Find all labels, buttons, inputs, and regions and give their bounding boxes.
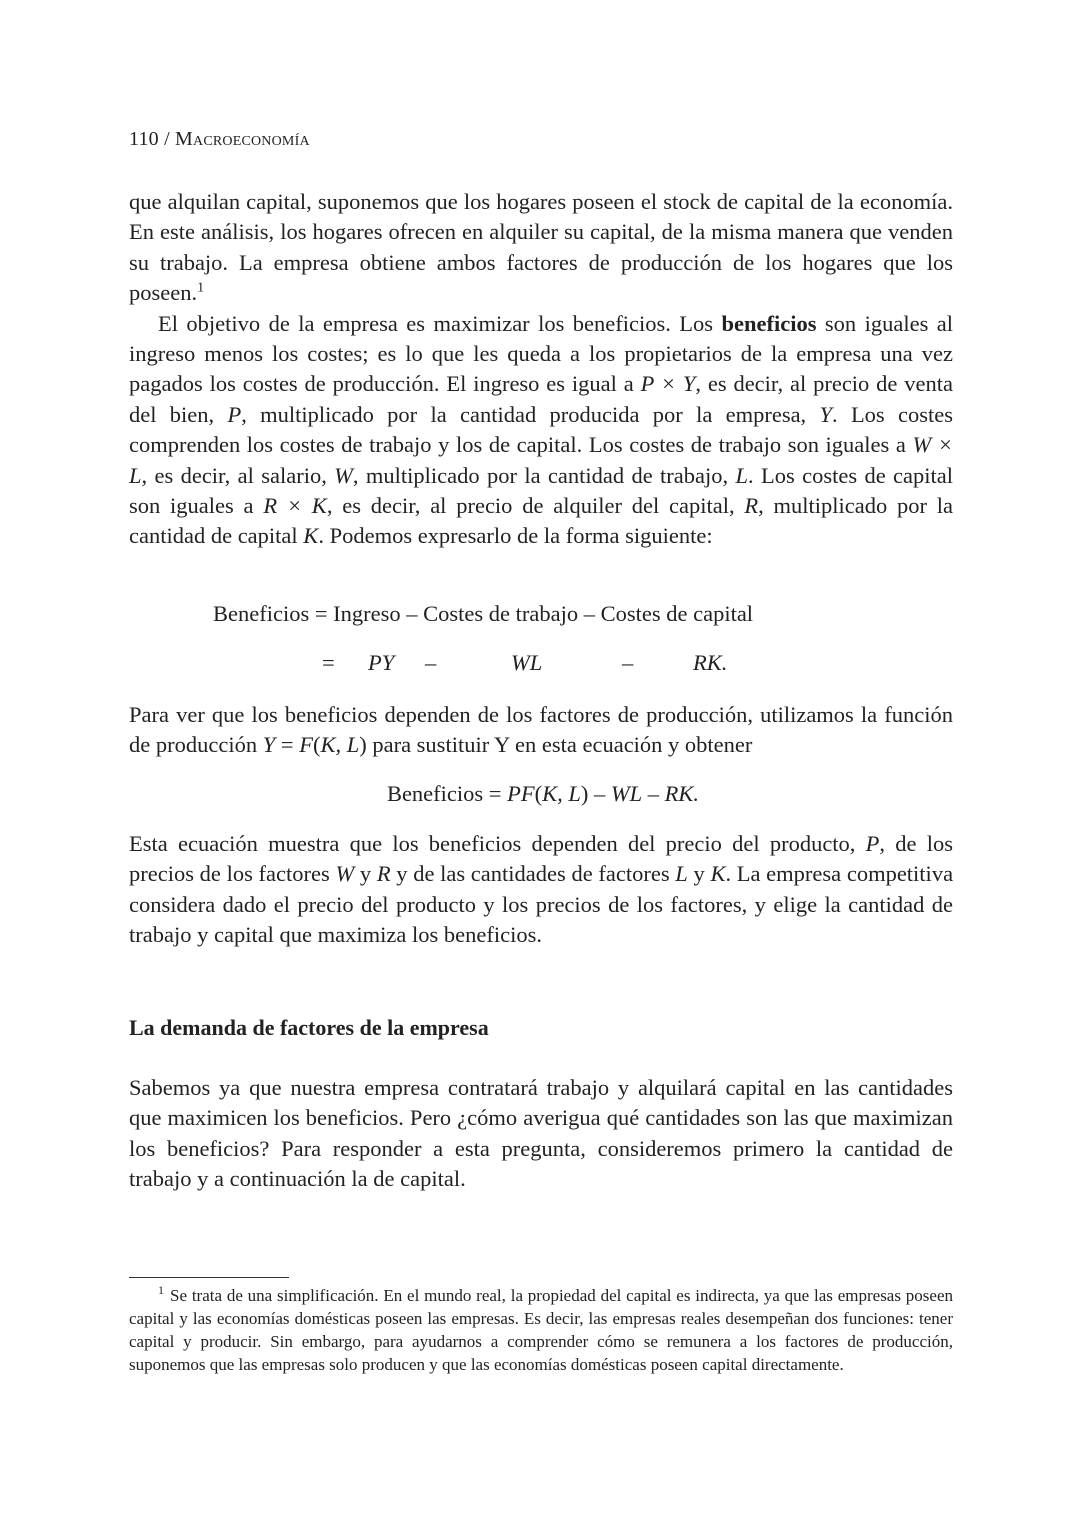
paragraph-1 (129, 187, 953, 309)
eq-rk: RK. (693, 650, 728, 675)
paragraph-1-text: que alquilan capital, suponemos que los hogares poseen el stock de capital de la economía. En este análisis, los hogares ofrecen en alquiler su capital, de la misma manera que venden su trabajo. La empresa obtiene ambos factores de producción de los hogares que los poseen. (129, 189, 953, 306)
paragraph-2: El objetivo de la empresa es maximizar los beneficios. Los beneficios son iguales al ingreso menos los costes; es lo que les queda a los propietarios de la empresa una vez pagados los costes de producción. El ingreso es igual a P × Y, es decir, al precio de venta del bien, P, multiplicado por la cantidad producida por la empresa, Y. Los costes comprenden los costes de trabajo y los de capital. Los costes de trabajo son iguales a W × L, es decir, al salario, W, multiplicado por la cantidad de trabajo, L. Los costes de capital son iguales a R × K, es decir, al precio de alquiler del capital, R, multiplicado por la cantidad de capital K. Podemos expresarlo de la forma siguiente: (129, 310, 954, 549)
footnote (129, 1284, 953, 1376)
footnote-text: Se trata de una simplificación. En el mundo real, la propiedad del capital es indirecta, ya que las empresas poseen capital y las economías domésticas poseen las empresas. Es decir, las empresas reales desempeñan dos funciones: tener capital y producir. Sin embargo, para ayudarnos a comprender cómo se remunera a los factores de producción, suponemos que las empresas solo producen y que las economías domésticas poseen capital directamente. (129, 1286, 953, 1374)
text-block-3 (129, 829, 953, 951)
section-heading: La demanda de factores de la empresa (129, 1015, 489, 1040)
term-beneficios: beneficios (721, 310, 817, 336)
running-header (129, 128, 310, 151)
paragraph-3: Para ver que los beneficios dependen de los factores de producción, utilizamos la función de producción Y = F(K, L) para sustituir Y en esta ecuación y obtener (129, 702, 953, 758)
page-number: 110 (129, 128, 159, 150)
text-block-4 (129, 1073, 953, 1195)
footnote-mark: 1 (158, 1283, 164, 1298)
eq-equals: = (322, 650, 335, 675)
eq-minus-2: – (622, 650, 634, 675)
equation-beneficios-line2 (129, 650, 953, 680)
footnote-divider (129, 1277, 289, 1278)
text-block-2 (129, 700, 953, 761)
equation-beneficios-pf: Beneficios = PF(K, L) – WL – RK. (386, 781, 700, 806)
eq-py: PY (368, 650, 395, 675)
book-title: Macroeconomía (175, 128, 310, 150)
header-separator: / (164, 128, 170, 150)
paragraph-5: Sabemos ya que nuestra empresa contratará trabajo y alquilará capital en las cantidades que maximicen los beneficios. Pero ¿cómo averigua qué cantidades son las que maximizan los beneficios? Para responder a esta pregunta, consideremos primero la cantidad de trabajo y a continuación la de capital. (129, 1075, 953, 1192)
eq-minus-1: – (425, 650, 437, 675)
footnote-ref[interactable]: 1 (197, 280, 205, 296)
text-block-1 (129, 187, 953, 552)
eq-wl: WL (511, 650, 543, 675)
equation-beneficios-line1: Beneficios = Ingreso – Costes de trabajo – Costes de capital (213, 601, 754, 626)
paragraph-4: Esta ecuación muestra que los beneficios dependen del precio del producto, P, de los precios de los factores W y R y de las cantidades de factores L y K. La empresa competitiva considera dado el precio del producto y los precios de los factores, y elige la cantidad de trabajo y capital que maximiza los beneficios. (129, 831, 954, 948)
